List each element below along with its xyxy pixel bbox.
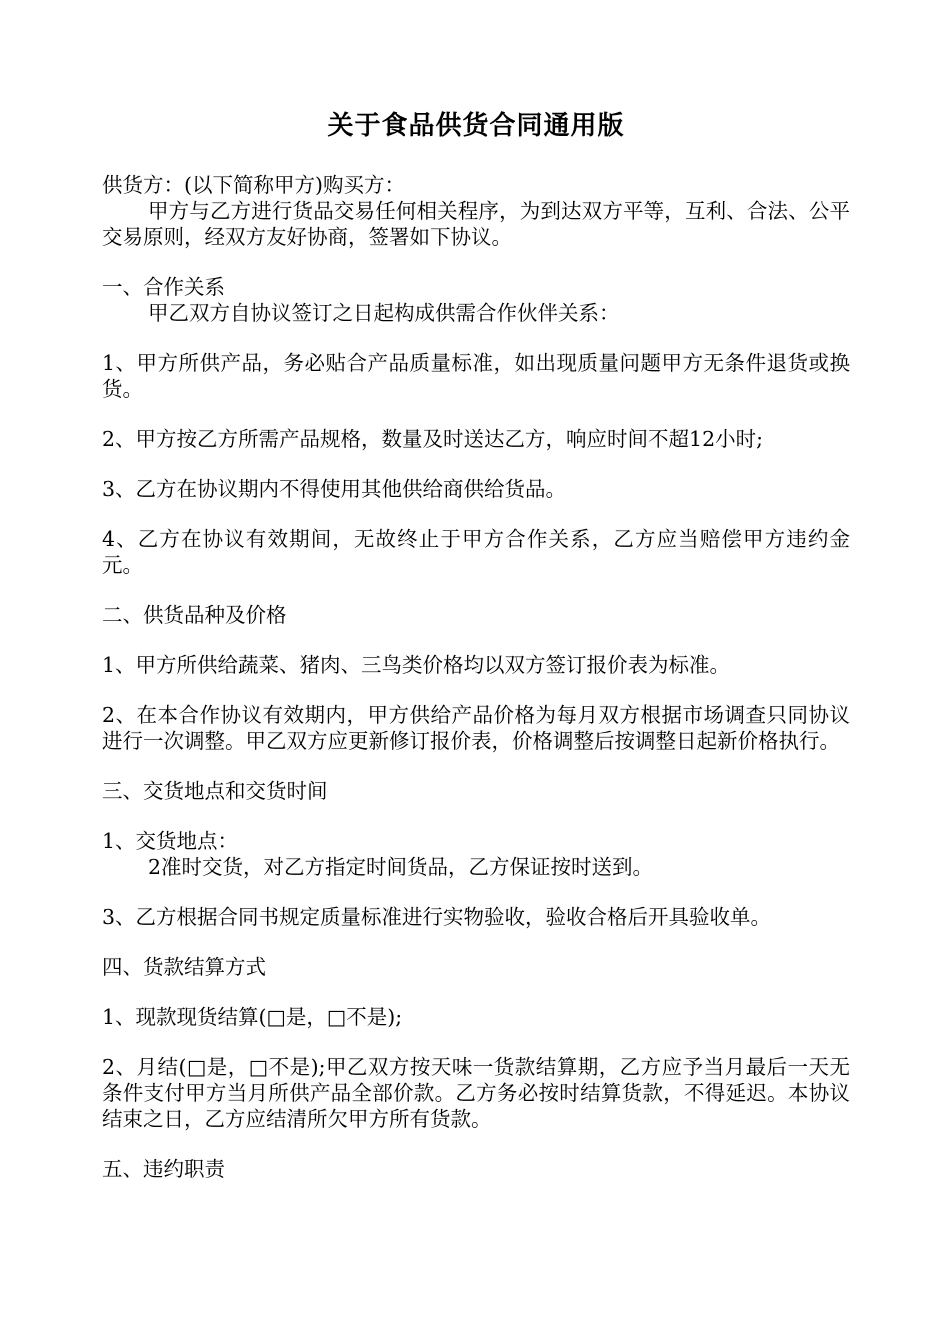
section-heading-cooperation: 一、合作关系 — [102, 275, 225, 299]
preamble-paragraph: 甲方与乙方进行货品交易任何相关程序，为到达双方平等，互利、合法、公平交易原则，经双方友好协商，签署如下协议。 — [102, 199, 850, 249]
clause-1-3: 3、乙方在协议期内不得使用其他供给商供给货品。 — [102, 477, 567, 501]
clause-1-1: 1、甲方所供产品，务必贴合产品质量标准，如出现质量问题甲方无条件退货或换货。 — [102, 351, 850, 401]
section-heading-payment: 四、货款结算方式 — [102, 955, 266, 979]
section-heading-liability: 五、违约职责 — [102, 1157, 225, 1181]
clause-3-2: 2准时交货，对乙方指定时间货品，乙方保证按时送到。 — [148, 855, 654, 879]
clause-3-3: 3、乙方根据合同书规定质量标准进行实物验收，验收合格后开具验收单。 — [102, 905, 772, 929]
clause-4-2: 2、月结(□是，□不是);甲乙双方按天味一货款结算期，乙方应予当月最后一天无条件支付甲方当月所供产品全部价款。乙方务必按时结算货款，不得延迟。本协议结束之日，乙方应结清所欠甲方所有货款。 — [102, 1055, 850, 1131]
document-title: 关于食品供货合同通用版 — [327, 111, 625, 141]
clause-3-1: 1、交货地点： — [102, 829, 239, 853]
clause-4-1: 1、现款现货结算(□是，□不是); — [102, 1005, 403, 1029]
document-content — [102, 172, 850, 1182]
cooperation-intro: 甲乙双方自协议签订之日起构成供需合作伙伴关系： — [148, 301, 620, 325]
section-heading-delivery: 三、交货地点和交货时间 — [102, 779, 328, 803]
clause-2-2: 2、在本合作协议有效期内，甲方供给产品价格为每月双方根据市场调查只同协议进行一次调整。甲乙双方应更新修订报价表，价格调整后按调整日起新价格执行。 — [102, 703, 850, 753]
parties-line: 供货方：(以下简称甲方)购买方： — [102, 173, 405, 197]
clause-1-4: 4、乙方在协议有效期间，无故终止于甲方合作关系，乙方应当赔偿甲方违约金元。 — [102, 527, 850, 577]
clause-1-2: 2、甲方按乙方所需产品规格，数量及时送达乙方，响应时间不超12小时; — [102, 427, 764, 451]
section-heading-products-prices: 二、供货品种及价格 — [102, 603, 287, 627]
clause-2-1: 1、甲方所供给蔬菜、猪肉、三鸟类价格均以双方签订报价表为标准。 — [102, 653, 731, 677]
